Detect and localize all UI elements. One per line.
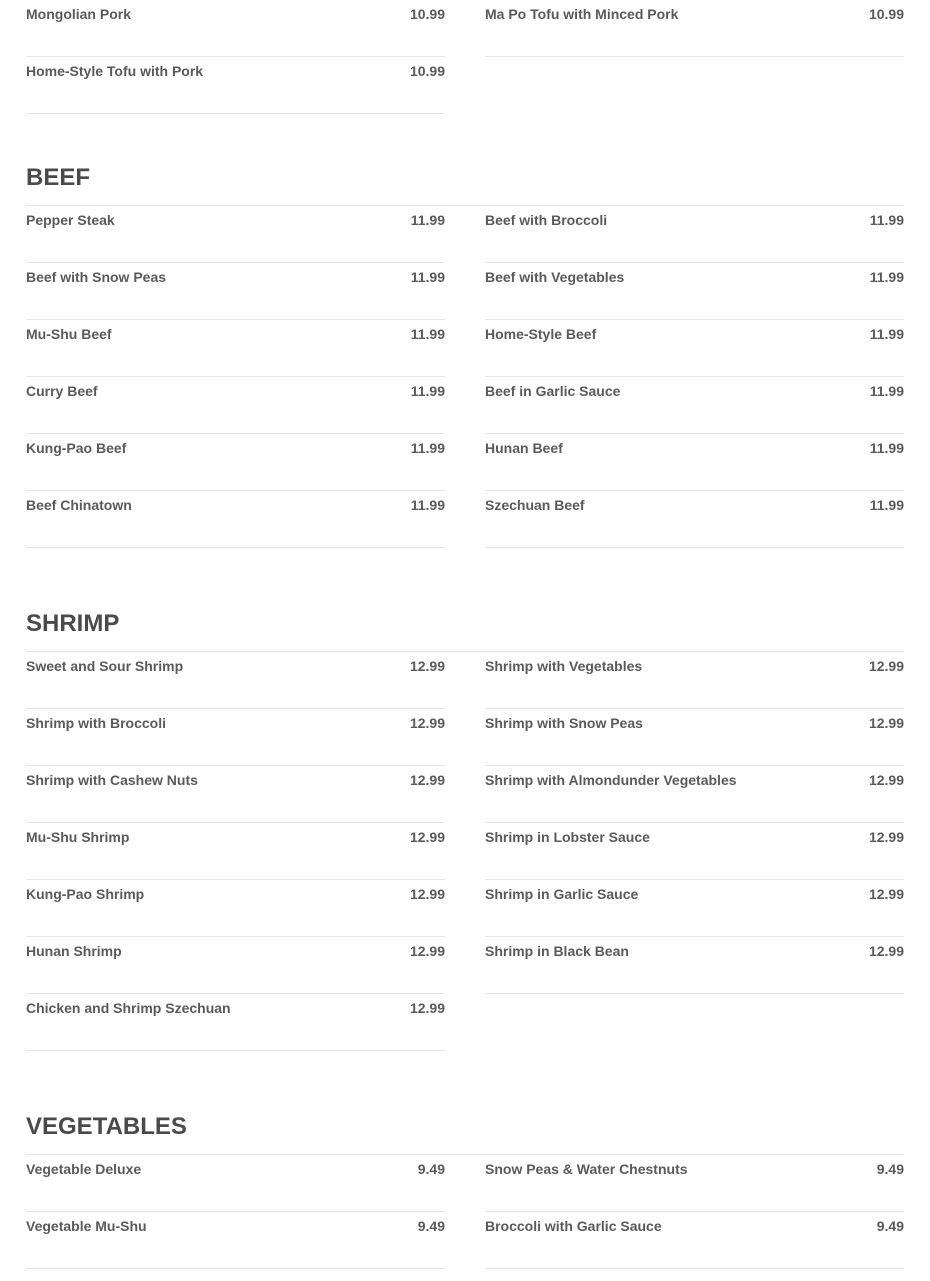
item-name: Chicken and Shrimp Szechuan: [26, 1000, 231, 1016]
item-price: 12.99: [409, 772, 445, 788]
item-price: 12.99: [868, 715, 904, 731]
item-name: Shrimp with Broccoli: [26, 715, 167, 731]
menu-item[interactable]: [485, 1212, 904, 1269]
item-price: 12.99: [868, 943, 904, 959]
menu-item[interactable]: [485, 937, 904, 994]
item-name: Sweet and Sour Shrimp: [26, 658, 184, 674]
menu-item[interactable]: [485, 652, 904, 709]
item-name: Shrimp with Cashew Nuts: [26, 772, 198, 788]
item-name: Beef with Vegetables: [485, 269, 625, 285]
item-name: Beef with Broccoli: [485, 212, 608, 228]
menu-item[interactable]: [485, 1155, 904, 1212]
item-price: 12.99: [868, 886, 904, 902]
item-name: Hunan Shrimp: [26, 943, 122, 959]
item-name: Beef with Snow Peas: [26, 269, 167, 285]
item-name: Home-Style Beef: [485, 326, 597, 342]
menu-item[interactable]: [485, 206, 904, 263]
item-price: 11.99: [410, 212, 445, 228]
item-name: Home-Style Tofu with Pork: [26, 63, 204, 79]
menu-item[interactable]: [485, 766, 904, 823]
item-price: 9.49: [876, 1161, 904, 1177]
item-name: Beef in Garlic Sauce: [485, 383, 621, 399]
item-price: 9.49: [876, 1218, 904, 1234]
menu-item[interactable]: [26, 57, 445, 114]
menu-item[interactable]: [485, 377, 904, 434]
menu-item[interactable]: [26, 206, 445, 263]
item-price: 12.99: [409, 1000, 445, 1016]
menu-item[interactable]: [485, 823, 904, 880]
item-name: Shrimp in Garlic Sauce: [485, 886, 639, 902]
menu-item[interactable]: [26, 994, 445, 1051]
item-price: 12.99: [868, 772, 904, 788]
item-price: 9.49: [417, 1218, 445, 1234]
menu-item[interactable]: [26, 1155, 445, 1212]
item-name: Pepper Steak: [26, 212, 115, 228]
menu-item[interactable]: [26, 937, 445, 994]
item-name: Shrimp with Almondunder Vegetables: [485, 772, 737, 788]
menu-item[interactable]: [26, 263, 445, 320]
menu-item[interactable]: [26, 709, 445, 766]
item-name: Broccoli with Garlic Sauce: [485, 1218, 662, 1234]
section-title-beef: BEEF: [26, 164, 91, 191]
item-price: 11.99: [869, 497, 904, 513]
item-price: 12.99: [409, 886, 445, 902]
menu-item[interactable]: [26, 652, 445, 709]
menu-item[interactable]: [26, 434, 445, 491]
item-price: 12.99: [409, 715, 445, 731]
menu-item[interactable]: [26, 1212, 445, 1269]
item-price: 10.99: [409, 6, 445, 22]
section-title-vegetables: VEGETABLES: [26, 1113, 187, 1140]
menu-item[interactable]: [26, 320, 445, 377]
item-price: 11.99: [869, 326, 904, 342]
item-price: 11.99: [869, 269, 904, 285]
menu-item[interactable]: [485, 709, 904, 766]
item-price: 12.99: [409, 943, 445, 959]
menu-item[interactable]: [485, 434, 904, 491]
item-name: Beef Chinatown: [26, 497, 132, 513]
menu-item[interactable]: [26, 880, 445, 937]
item-name: Shrimp with Snow Peas: [485, 715, 643, 731]
menu-item[interactable]: [485, 491, 904, 548]
item-name: Kung-Pao Beef: [26, 440, 127, 456]
item-price: 9.49: [417, 1161, 445, 1177]
item-price: 11.99: [410, 269, 445, 285]
item-price: 12.99: [868, 658, 904, 674]
menu-item[interactable]: [26, 491, 445, 548]
item-name: Shrimp with Vegetables: [485, 658, 643, 674]
menu-item[interactable]: [26, 0, 445, 57]
item-price: 11.99: [410, 440, 445, 456]
menu-item[interactable]: [26, 823, 445, 880]
item-name: Ma Po Tofu with Minced Pork: [485, 6, 679, 22]
menu-item[interactable]: [485, 0, 904, 57]
item-name: Snow Peas & Water Chestnuts: [485, 1161, 688, 1177]
menu-item[interactable]: [485, 320, 904, 377]
item-name: Mu-Shu Shrimp: [26, 829, 130, 845]
item-price: 11.99: [869, 383, 904, 399]
item-name: Vegetable Mu-Shu: [26, 1218, 147, 1234]
item-price: 12.99: [409, 829, 445, 845]
section-title-shrimp: SHRIMP: [26, 610, 120, 637]
item-name: Szechuan Beef: [485, 497, 585, 513]
item-name: Curry Beef: [26, 383, 98, 399]
item-name: Vegetable Deluxe: [26, 1161, 142, 1177]
item-price: 11.99: [869, 440, 904, 456]
menu-item[interactable]: [485, 263, 904, 320]
item-name: Mu-Shu Beef: [26, 326, 112, 342]
menu-item[interactable]: [485, 880, 904, 937]
item-name: Mongolian Pork: [26, 6, 131, 22]
menu-item[interactable]: [26, 377, 445, 434]
item-name: Shrimp in Black Bean: [485, 943, 629, 959]
item-name: Kung-Pao Shrimp: [26, 886, 145, 902]
item-price: 12.99: [409, 658, 445, 674]
item-price: 11.99: [869, 212, 904, 228]
item-price: 10.99: [409, 63, 445, 79]
item-price: 10.99: [868, 6, 904, 22]
item-name: Shrimp in Lobster Sauce: [485, 829, 650, 845]
item-price: 11.99: [410, 497, 445, 513]
item-name: Hunan Beef: [485, 440, 563, 456]
item-price: 11.99: [410, 383, 445, 399]
item-price: 11.99: [410, 326, 445, 342]
menu-item[interactable]: [26, 766, 445, 823]
item-price: 12.99: [868, 829, 904, 845]
